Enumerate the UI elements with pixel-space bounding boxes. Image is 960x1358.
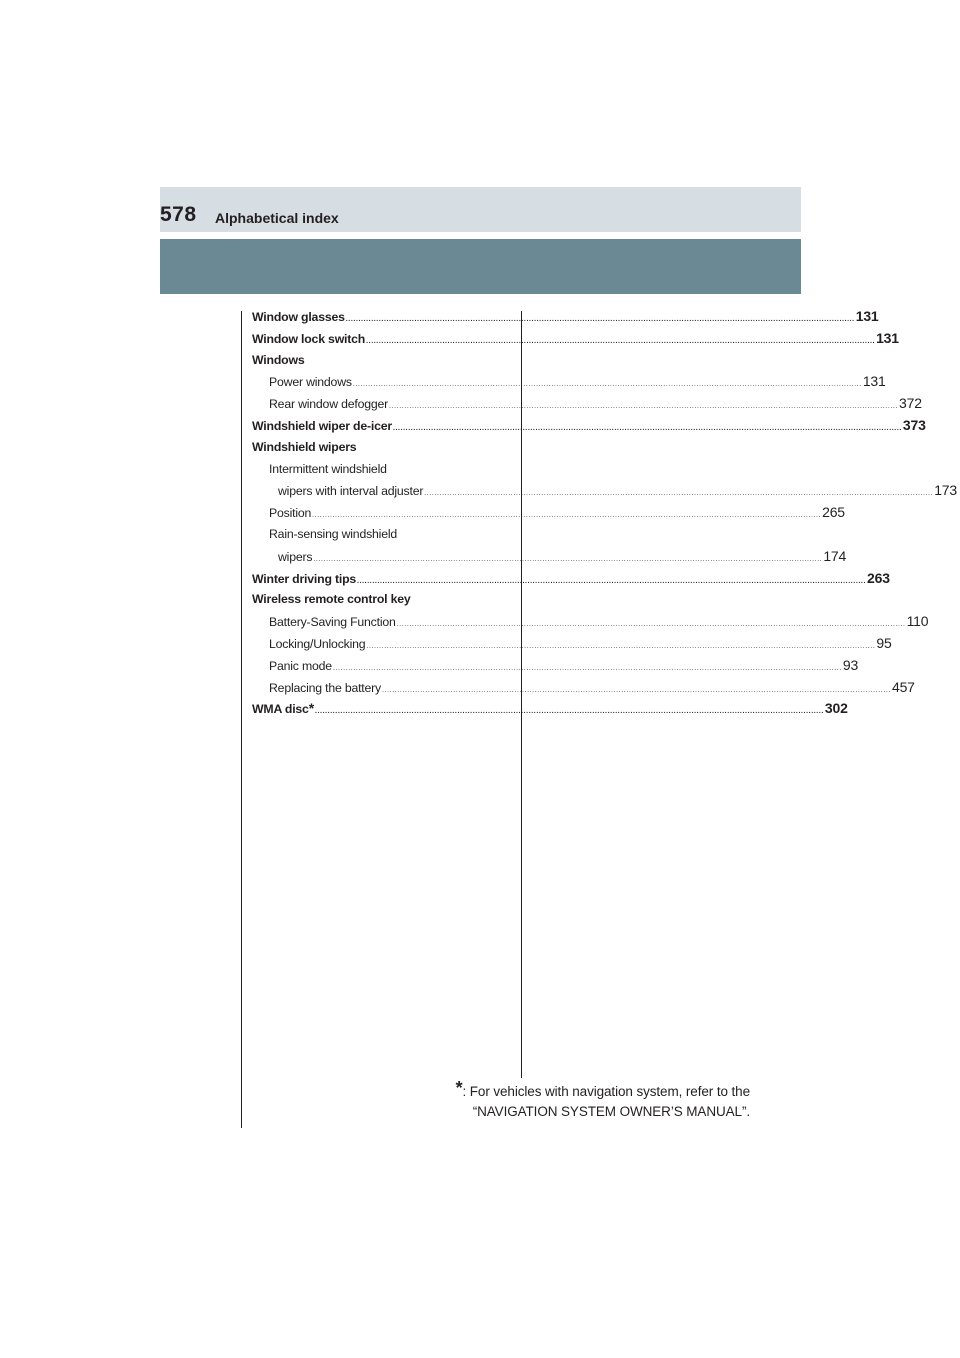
index-entry-page[interactable]: 373 <box>902 416 926 433</box>
index-entry-label: Intermittent windshield <box>269 461 387 476</box>
dot-leader: ........................................................................................................................................................................................................ <box>366 642 876 650</box>
index-entry <box>252 546 847 568</box>
column-rule-left <box>241 311 242 1128</box>
index-entry <box>252 393 922 415</box>
footnote-line-1: *: For vehicles with navigation system, refer to the <box>455 1078 750 1099</box>
dot-leader: ........................................................................................................................................................................................................ <box>314 708 824 716</box>
dot-leader: ........................................................................................................................................................................................................ <box>357 577 867 585</box>
index-entry <box>252 415 926 437</box>
index-entry-label: Windshield wiper de-icer <box>252 418 392 433</box>
index-entry-page[interactable]: 263 <box>867 569 890 586</box>
index-entry-label: Panic mode <box>269 658 332 673</box>
index-entry-label: WMA disc <box>252 702 309 717</box>
dot-leader: ........................................................................................................................................................................................................ <box>392 424 902 432</box>
index-entry <box>252 328 899 350</box>
index-entry-page[interactable]: 372 <box>899 395 922 412</box>
index-entry-label: Rear window defogger <box>269 397 389 412</box>
index-entry-label: Windshield wipers <box>252 439 357 454</box>
dot-leader: ........................................................................................................................................................................................................ <box>396 621 906 629</box>
footnote-line-2: “NAVIGATION SYSTEM OWNER’S MANUAL”. <box>472 1104 750 1119</box>
dot-leader: ........................................................................................................................................................................................................ <box>312 512 822 520</box>
index-entry <box>252 524 472 546</box>
index-entry-label: Windows <box>252 352 305 367</box>
index-entry-page[interactable]: 131 <box>876 329 899 346</box>
index-entry-label: Wireless remote control key <box>252 592 411 607</box>
index-entry-page[interactable]: 302 <box>824 700 848 717</box>
index-entry-label: Replacing the battery <box>269 680 382 695</box>
index-entry <box>252 459 472 481</box>
dot-leader: ........................................................................................................................................................................................................ <box>424 490 934 498</box>
index-entry <box>252 589 472 611</box>
footnote <box>430 1078 750 1122</box>
index-entry-label: Locking/Unlocking <box>269 636 366 651</box>
index-entry <box>252 480 957 502</box>
page-number: 578 <box>160 203 197 226</box>
dot-leader: ........................................................................................................................................................................................................ <box>382 686 891 694</box>
section-title: Alphabetical index <box>215 210 339 226</box>
dot-leader: ........................................................................................................................................................................................................ <box>366 337 876 345</box>
index-entry <box>252 306 879 328</box>
index-entry-label: Rain-sensing windshield <box>269 526 398 541</box>
index-entry: WMA disc * ........................................................................................................................................................................................................ 302 <box>252 698 472 720</box>
index-entry-label: Battery-Saving Function <box>269 615 396 630</box>
index-entry-label: Window glasses <box>252 310 345 324</box>
index-column <box>252 306 957 720</box>
index-entry-page[interactable]: 173 <box>934 482 957 499</box>
index-entry-page[interactable]: 457 <box>891 678 915 695</box>
index-entry-label: Power windows <box>269 375 352 390</box>
index-entry-page[interactable]: 265 <box>822 504 845 521</box>
index-entry-page[interactable]: 93 <box>842 656 859 673</box>
index-entry-label: Window lock switch <box>252 331 366 346</box>
index-entry-page[interactable]: 174 <box>823 547 847 564</box>
dot-leader: ........................................................................................................................................................................................................ <box>389 403 899 411</box>
index-entry-page[interactable]: 110 <box>906 613 929 630</box>
index-entry <box>252 568 890 590</box>
index-entry-label: wipers with interval adjuster <box>278 484 424 499</box>
index-entry-label: Position <box>269 506 312 521</box>
index-entry-page[interactable]: 131 <box>862 373 886 390</box>
index-entry-label: wipers <box>278 549 313 564</box>
footnote-star: * <box>455 1078 463 1098</box>
section-color-band <box>160 239 801 294</box>
dot-leader: ........................................................................................................................................................................................................ <box>345 316 855 323</box>
index-entry <box>252 371 886 393</box>
index-entry-page[interactable]: 95 <box>876 634 892 651</box>
dot-leader: ........................................................................................................................................................................................................ <box>352 381 862 389</box>
index-entry <box>252 502 845 524</box>
index-entry <box>252 611 929 633</box>
dot-leader: ........................................................................................................................................................................................................ <box>313 555 823 563</box>
index-entry <box>252 633 892 655</box>
index-entry <box>252 677 915 699</box>
index-entry <box>252 655 859 677</box>
index-entry-label: Winter driving tips <box>252 571 357 586</box>
index-entry <box>252 350 472 372</box>
dot-leader: ........................................................................................................................................................................................................ <box>332 664 842 672</box>
index-entry <box>252 437 472 459</box>
index-entry-page[interactable]: 131 <box>855 308 879 324</box>
